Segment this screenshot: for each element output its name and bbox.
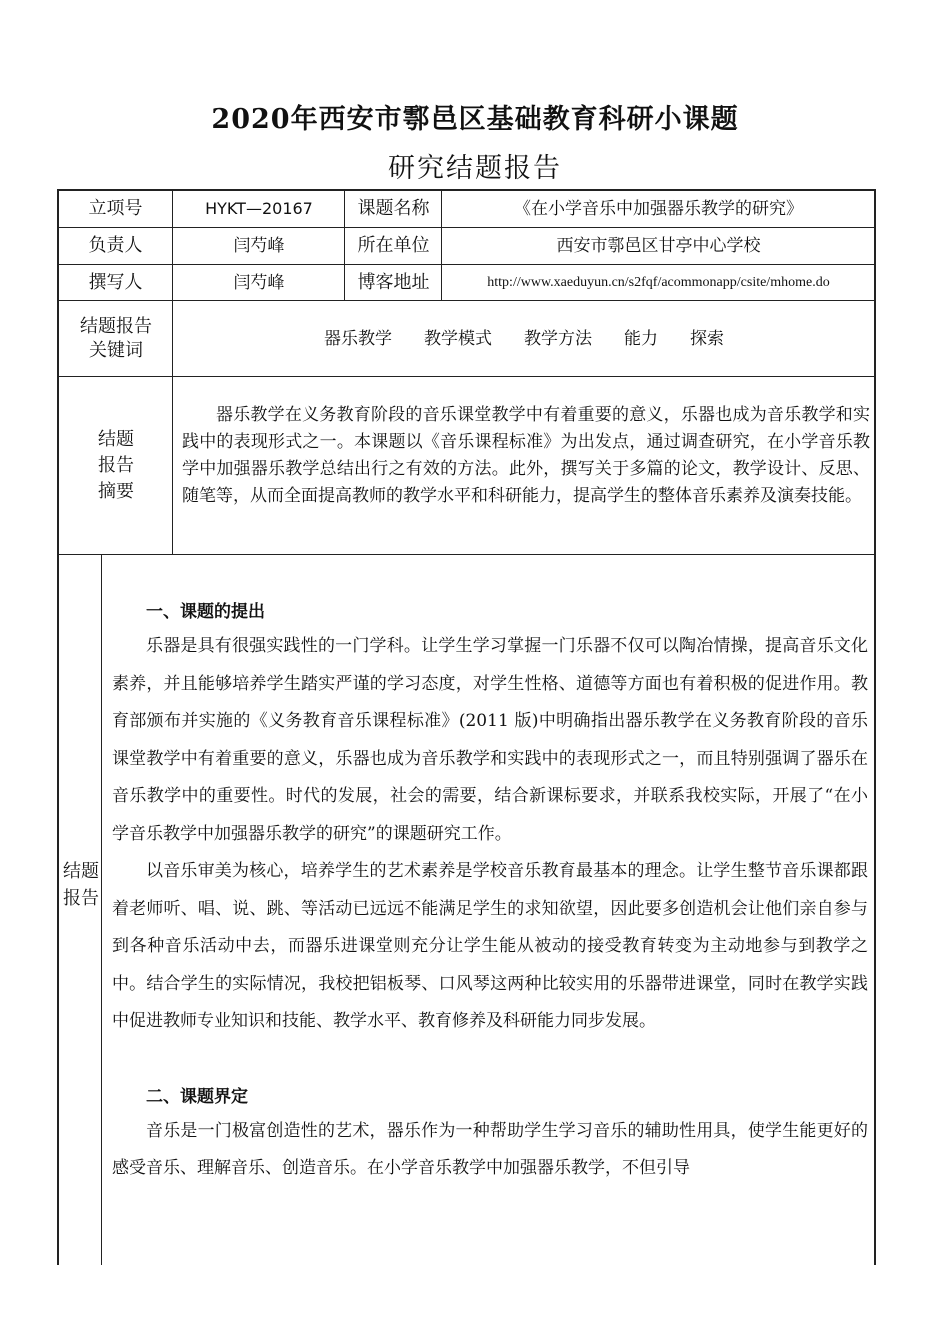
writer-label: 撰写人 bbox=[88, 271, 143, 293]
blog-link[interactable]: http://www.xaeduyun.cn/s2fqf/acommonapp/csite/mhome.do bbox=[487, 274, 830, 290]
keywords-label: 结题报告关键词 bbox=[80, 315, 152, 361]
table-col-divider bbox=[344, 189, 345, 300]
report-section-label: 结题报告 bbox=[63, 861, 99, 909]
keyword-item: 教学方法 bbox=[524, 328, 592, 349]
leader-label: 负责人 bbox=[88, 235, 143, 257]
project-no-value: HYKT—20167 bbox=[205, 199, 313, 219]
unit-label: 所在单位 bbox=[357, 235, 430, 257]
table-row-divider bbox=[57, 227, 876, 228]
keyword-item: 能力 bbox=[624, 328, 658, 349]
table-col-divider bbox=[441, 189, 442, 300]
writer-value: 闫芍峰 bbox=[233, 272, 285, 293]
body-paragraph: 乐器是具有很强实践性的一门学科。让学生学习掌握一门乐器不仅可以陶冶情操，提高音乐文化素养，并且能够培养学生踏实严谨的学习态度，对学生性格、道德等方面也有着积极的促进作用。教育部颁布并实施的《义务教育音乐课程标准》(2011 版)中明确指出器乐教学在义务教育阶段的音乐课堂教学中有着重要的意义，乐器也成为音乐教学和实践中的表现形式之一，而且特别强调了器乐在音乐教学中的重要性。时代的发展，社会的需要，结合新课标要求，并联系我校实际，开展了“在小学音乐教学中加强器乐教学的研究”的课题研究工作。 bbox=[112, 636, 868, 844]
table-row-divider bbox=[57, 264, 876, 265]
report-title-line2: 研究结题报告 bbox=[388, 153, 562, 184]
table-row-divider bbox=[57, 554, 876, 555]
leader-value: 闫芍峰 bbox=[233, 236, 285, 257]
topic-value: 《在小学音乐中加强器乐教学的研究》 bbox=[514, 198, 803, 219]
unit-value: 西安市鄠邑区甘亭中心学校 bbox=[556, 236, 761, 257]
abstract-text: 器乐教学在义务教育阶段的音乐课堂教学中有着重要的意义，乐器也成为音乐教学和实践中的表现形式之一。本课题以《音乐课程标准》为出发点，通过调查研究，在小学音乐教学中加强器乐教学总结出行之有效的方法。此外，撰写关于多篇的论文，教学设计、反思、随笔等，从而全面提高教师的教学水平和科研能力，提高学生的整体音乐素养及演奏技能。 bbox=[182, 405, 870, 506]
section-heading: 二、课题界定 bbox=[146, 1086, 248, 1107]
report-title-line1: 2020年西安市鄠邑区基础教育科研小课题 bbox=[211, 104, 739, 135]
keyword-item: 器乐教学 bbox=[324, 328, 392, 349]
abstract-label: 结题报告摘要 bbox=[98, 429, 134, 502]
table-col-divider bbox=[172, 189, 173, 554]
table-row-divider bbox=[57, 376, 876, 377]
topic-label: 课题名称 bbox=[357, 197, 430, 219]
blog-label: 博客地址 bbox=[357, 271, 430, 293]
body-paragraph: 以音乐审美为核心，培养学生的艺术素养是学校音乐教育最基本的理念。让学生整节音乐课都跟着老师听、唱、说、跳、等活动已远远不能满足学生的求知欲望，因此要多创造机会让他们亲自参与到各种音乐活动中去，而器乐进课堂则充分让学生能从被动的接受教育转变为主动地参与到教学之中。结合学生的实际情况，我校把铝板琴、口风琴这两种比较实用的乐器带进课堂，同时在教学实践中促进教师专业知识和技能、教学水平、教育修养及科研能力同步发展。 bbox=[112, 861, 868, 1031]
keyword-item: 教学模式 bbox=[424, 328, 492, 349]
keywords-list bbox=[174, 302, 874, 376]
table-row-divider bbox=[57, 300, 876, 301]
keyword-item: 探索 bbox=[690, 328, 724, 349]
project-no-label: 立项号 bbox=[88, 197, 143, 219]
report-body bbox=[112, 596, 868, 1188]
table-col-divider bbox=[101, 554, 102, 1265]
section-heading: 一、课题的提出 bbox=[146, 602, 265, 622]
body-paragraph: 音乐是一门极富创造性的艺术，器乐作为一种帮助学生学习音乐的辅助性用具，使学生能更好的感受音乐、理解音乐、创造音乐。在小学音乐教学中加强器乐教学，不但引导 bbox=[112, 1120, 868, 1178]
